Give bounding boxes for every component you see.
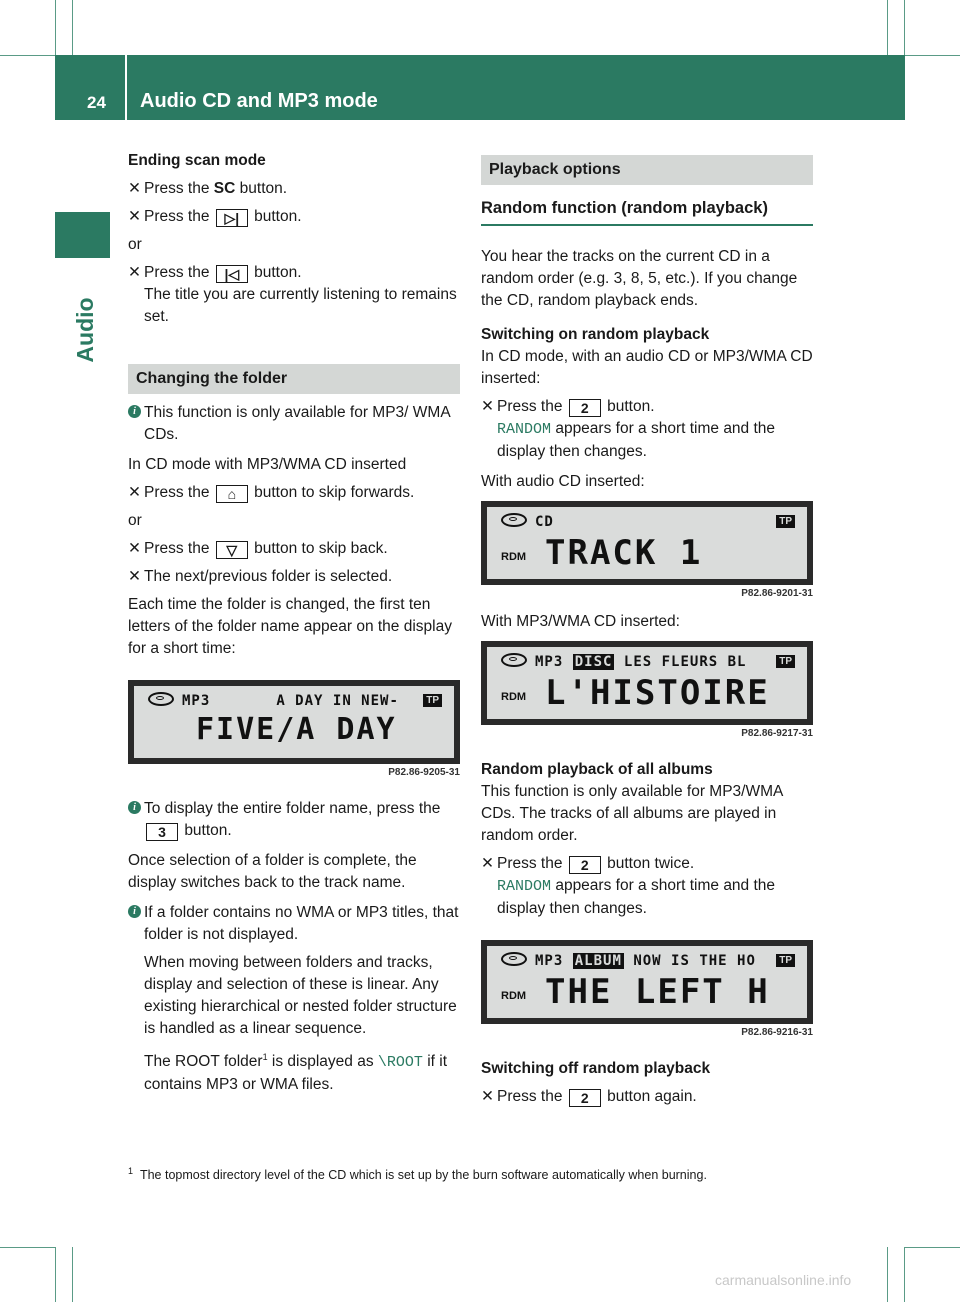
lcd-main-text: FIVE/A DAY bbox=[196, 712, 397, 747]
key-2: 2 bbox=[569, 1089, 601, 1107]
arrow-icon: ✕ bbox=[481, 1088, 494, 1105]
disc-tag: DISC bbox=[574, 654, 613, 670]
crop-mark bbox=[887, 1247, 888, 1302]
paragraph: Once selection of a folder is complete, the display switches back to the track name. bbox=[128, 852, 417, 891]
lcd-main-text: THE LEFT H bbox=[545, 972, 770, 1012]
prev-track-key-icon: |◁ bbox=[216, 265, 248, 283]
lcd-display-folder: MP3 A DAY IN NEW- TP FIVE/A DAY bbox=[128, 680, 460, 764]
crop-mark bbox=[0, 55, 55, 56]
step: ✕ Press the 2 button again. bbox=[481, 1088, 697, 1106]
key-3: 3 bbox=[146, 823, 178, 841]
album-tag: ALBUM bbox=[574, 953, 622, 969]
info-note: i This function is only available for MP3/ WMA CDs. bbox=[128, 402, 460, 446]
heading-random-function: Random function (random playback) bbox=[481, 197, 813, 226]
rdm-indicator: RDM bbox=[501, 990, 527, 1002]
step: ✕ Press the ⌂ button to skip forwards. bbox=[128, 484, 415, 502]
lcd-display-album: MP3 ALBUM NOW IS THE HO TP RDM THE LEFT H bbox=[481, 940, 813, 1024]
crop-mark bbox=[55, 0, 56, 55]
arrow-icon: ✕ bbox=[128, 568, 141, 585]
section-bar-changing-folder: Changing the folder bbox=[128, 364, 460, 394]
right-column bbox=[481, 155, 813, 1108]
crop-mark bbox=[0, 1247, 55, 1248]
section-bar-playback: Playback options bbox=[481, 155, 813, 185]
result-text: RANDOM appears for a short time and the display then changes. bbox=[497, 877, 776, 917]
watermark: carmanualsonline.info bbox=[715, 1272, 852, 1288]
step: ✕ Press the |◁ button. bbox=[128, 264, 302, 282]
heading-ending-scan: Ending scan mode bbox=[128, 152, 266, 169]
info-note: i If a folder contains no WMA or MP3 titles, that folder is not displayed. bbox=[128, 902, 460, 946]
info-icon: i bbox=[128, 905, 141, 918]
lcd-display-mp3-cd: MP3 DISC LES FLEURS BL TP RDM L'HISTOIRE bbox=[481, 641, 813, 725]
section-label: Audio bbox=[72, 297, 98, 363]
crop-mark bbox=[72, 1247, 73, 1302]
figure-caption: P82.86-9205-31 bbox=[388, 767, 460, 778]
figure-caption: P82.86-9216-31 bbox=[741, 1027, 813, 1038]
paragraph: With MP3/WMA CD inserted: bbox=[481, 613, 680, 630]
crop-mark bbox=[887, 0, 888, 55]
header-divider bbox=[125, 55, 127, 120]
tp-badge: TP bbox=[423, 694, 442, 707]
display-word-random: RANDOM bbox=[497, 878, 552, 895]
paragraph: You hear the tracks on the current CD in a random order (e.g. 3, 8, 5, etc.). If you change the CD, random playback ends. bbox=[481, 248, 798, 309]
crop-mark bbox=[905, 1247, 960, 1248]
info-note: i To display the entire folder name, press the 3 button. bbox=[128, 798, 460, 842]
step: ✕ Press the ▽ button to skip back. bbox=[128, 540, 388, 558]
arrow-icon: ✕ bbox=[128, 208, 141, 225]
crop-mark bbox=[72, 0, 73, 55]
lcd-main-text: L'HISTOIRE bbox=[545, 673, 770, 713]
lcd-display-audio-cd: CD TP RDM TRACK 1 bbox=[481, 501, 813, 585]
step: ✕ Press the 2 button. bbox=[481, 398, 655, 416]
result-text: The title you are currently listening to remains set. bbox=[144, 286, 457, 325]
sc-key: SC bbox=[213, 180, 236, 197]
arrow-icon: ✕ bbox=[128, 540, 141, 557]
left-column bbox=[128, 150, 460, 1096]
paragraph: The ROOT folder$^1$ is displayed as \ROOT if it contains MP3 or WMA files. bbox=[144, 1052, 448, 1094]
disc-icon bbox=[148, 692, 174, 706]
disc-icon bbox=[501, 952, 527, 966]
page-number: 24 bbox=[87, 93, 106, 112]
or-text: or bbox=[128, 236, 142, 253]
info-icon: i bbox=[128, 801, 141, 814]
paragraph: When moving between folders and tracks, display and selection of these is linear. Any existing hierarchical or nested folder structure is handled as a linear sequence. bbox=[144, 954, 457, 1037]
disc-icon bbox=[501, 513, 527, 527]
page-title: Audio CD and MP3 mode bbox=[140, 90, 378, 112]
paragraph: In CD mode with MP3/WMA CD inserted bbox=[128, 456, 407, 473]
paragraph: Each time the folder is changed, the first ten letters of the folder name appear on the display for a short time: bbox=[128, 596, 452, 657]
step: ✕ Press the ▷| button. bbox=[128, 208, 302, 226]
rdm-indicator: RDM bbox=[501, 551, 527, 563]
crop-mark bbox=[905, 55, 960, 56]
step: ✕ Press the SC button. bbox=[128, 178, 460, 200]
crop-mark bbox=[55, 1247, 56, 1302]
crop-mark bbox=[904, 0, 905, 55]
side-tab bbox=[55, 212, 110, 258]
step: ✕ The next/previous folder is selected. bbox=[128, 566, 460, 588]
rdm-indicator: RDM bbox=[501, 691, 527, 703]
arrow-icon: ✕ bbox=[128, 484, 141, 501]
disc-icon bbox=[501, 653, 527, 667]
display-word-root: \ROOT bbox=[377, 1054, 423, 1072]
display-word-random: RANDOM bbox=[497, 421, 552, 438]
arrow-icon: ✕ bbox=[128, 264, 141, 281]
heading-switching-on: Switching on random playback bbox=[481, 326, 710, 343]
tp-badge: TP bbox=[776, 655, 795, 668]
info-icon: i bbox=[128, 405, 141, 418]
arrow-icon: ✕ bbox=[481, 398, 494, 415]
tp-badge: TP bbox=[776, 954, 795, 967]
figure-caption: P82.86-9201-31 bbox=[741, 588, 813, 599]
paragraph: In CD mode, with an audio CD or MP3/WMA CD inserted: bbox=[481, 348, 813, 387]
footnote: $^1$ The topmost directory level of the CD which is set up by the burn software automatically when burning. bbox=[128, 1166, 707, 1183]
paragraph: With audio CD inserted: bbox=[481, 473, 645, 490]
folder-down-key-icon: ▽ bbox=[216, 541, 248, 559]
folder-up-key-icon: ⌂ bbox=[216, 485, 248, 503]
arrow-icon: ✕ bbox=[481, 855, 494, 872]
heading-switching-off: Switching off random playback bbox=[481, 1060, 711, 1077]
result-text: RANDOM appears for a short time and the display then changes. bbox=[497, 420, 776, 460]
arrow-icon: ✕ bbox=[128, 180, 141, 197]
next-track-key-icon: ▷| bbox=[216, 209, 248, 227]
heading-random-all: Random playback of all albums bbox=[481, 761, 713, 778]
paragraph: This function is only available for MP3/WMA CDs. The tracks of all albums are played in random order. bbox=[481, 783, 783, 844]
key-2: 2 bbox=[569, 399, 601, 417]
key-2: 2 bbox=[569, 856, 601, 874]
tp-badge: TP bbox=[776, 515, 795, 528]
figure-caption: P82.86-9217-31 bbox=[741, 728, 813, 739]
crop-mark bbox=[904, 1247, 905, 1302]
step: ✕ Press the 2 button twice. bbox=[481, 855, 695, 873]
or-text: or bbox=[128, 512, 142, 529]
lcd-main-text: TRACK 1 bbox=[545, 533, 703, 573]
